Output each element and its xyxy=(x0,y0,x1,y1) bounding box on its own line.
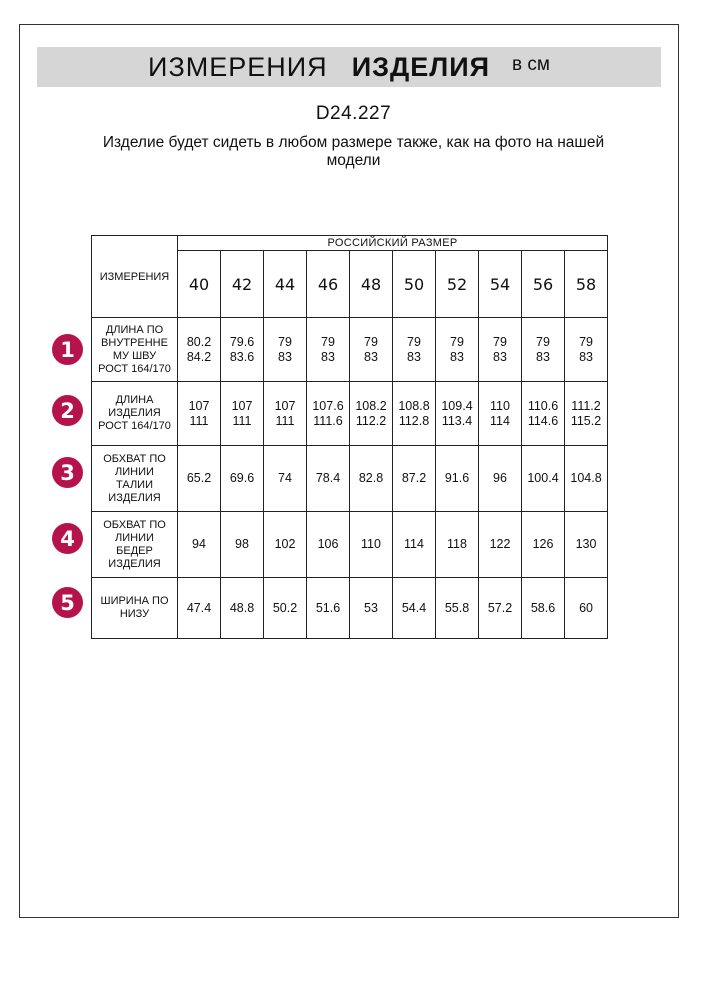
value-cell-52 xyxy=(436,318,479,382)
value-cell-58 xyxy=(565,512,608,578)
row-number-badge: 5 xyxy=(52,587,83,618)
value-line: 112.8 xyxy=(398,413,430,428)
value-line: 79 xyxy=(407,334,421,349)
table-row xyxy=(92,578,608,639)
value-line: 83 xyxy=(450,349,464,364)
value-line: 79 xyxy=(278,334,292,349)
row-label-line: НИЗУ xyxy=(119,608,150,620)
value-cell-40 xyxy=(178,318,221,382)
row-label xyxy=(92,446,178,512)
value-line: 83 xyxy=(536,349,550,364)
value-line: 80.2 xyxy=(186,334,212,349)
title-unit: в см xyxy=(512,54,550,75)
value-line: 94 xyxy=(192,537,206,551)
value-cell-40 xyxy=(178,446,221,512)
value-line: 48.8 xyxy=(229,600,255,615)
value-cell-50 xyxy=(393,578,436,639)
value-line: 82.8 xyxy=(358,471,384,485)
value-line: 118 xyxy=(447,537,467,551)
value-cell-42 xyxy=(221,446,264,512)
value-cell-44 xyxy=(264,446,307,512)
value-line: 79 xyxy=(493,334,507,349)
title-main: ИЗМЕРЕНИЯ xyxy=(148,51,328,82)
value-cell-56 xyxy=(522,446,565,512)
value-line: 111 xyxy=(232,413,252,428)
value-cell-58 xyxy=(565,318,608,382)
row-label-line: ДЛИНА ПО xyxy=(105,323,164,336)
size-header-54: 54 xyxy=(479,251,522,318)
value-cell-46 xyxy=(307,578,350,639)
row-label xyxy=(92,578,178,639)
value-line: 111.2 xyxy=(571,398,601,413)
value-cell-50 xyxy=(393,318,436,382)
row-label-line: ИЗДЕЛИЯ xyxy=(108,491,161,504)
value-line: 107 xyxy=(188,398,210,413)
row-label-line: ШИРИНА ПО xyxy=(100,595,169,607)
measurements-header: ИЗМЕРЕНИЯ xyxy=(92,236,178,318)
row-label xyxy=(92,382,178,446)
value-line: 74 xyxy=(278,471,292,485)
value-cell-48 xyxy=(350,382,393,446)
value-cell-58 xyxy=(565,382,608,446)
value-cell-50 xyxy=(393,512,436,578)
value-line: 79 xyxy=(579,334,593,349)
value-line: 79 xyxy=(536,334,550,349)
size-table xyxy=(91,235,608,639)
value-line: 83 xyxy=(364,349,378,364)
table-row xyxy=(92,318,608,382)
value-cell-54 xyxy=(479,512,522,578)
row-label xyxy=(92,318,178,382)
value-cell-44 xyxy=(264,318,307,382)
value-cell-52 xyxy=(436,446,479,512)
value-line: 114 xyxy=(490,413,510,428)
row-label-line: ДЛИНА xyxy=(115,394,154,406)
product-code: D24.227 xyxy=(315,103,392,124)
value-cell-48 xyxy=(350,578,393,639)
value-line: 87.2 xyxy=(401,471,427,485)
value-cell-56 xyxy=(522,512,565,578)
value-cell-46 xyxy=(307,512,350,578)
value-line: 47.4 xyxy=(186,600,212,615)
value-line: 130 xyxy=(575,537,597,551)
table-row xyxy=(92,512,608,578)
value-line: 83 xyxy=(579,349,593,364)
value-cell-48 xyxy=(350,318,393,382)
value-cell-46 xyxy=(307,446,350,512)
value-cell-42 xyxy=(221,382,264,446)
value-line: 109.4 xyxy=(441,398,473,413)
value-cell-44 xyxy=(264,578,307,639)
value-cell-54 xyxy=(479,578,522,639)
value-line: 91.6 xyxy=(444,471,470,485)
value-line: 110 xyxy=(490,398,510,413)
value-line: 126 xyxy=(532,537,554,551)
value-line: 108.2 xyxy=(355,398,387,413)
value-line: 96 xyxy=(493,471,507,485)
value-line: 110.6 xyxy=(527,398,559,413)
value-cell-52 xyxy=(436,382,479,446)
value-cell-40 xyxy=(178,382,221,446)
size-group-header: РОССИЙСКИЙ РАЗМЕР xyxy=(178,236,608,251)
value-cell-50 xyxy=(393,382,436,446)
value-cell-40 xyxy=(178,578,221,639)
value-line: 115.2 xyxy=(570,413,602,428)
row-label-line: ОБХВАТ ПО xyxy=(103,452,166,465)
value-line: 69.6 xyxy=(229,471,255,485)
fit-note: Изделие будет сидеть в любом размере также, как на фото на нашей модели xyxy=(102,134,605,169)
size-header-58: 58 xyxy=(565,251,608,318)
value-line: 83 xyxy=(321,349,335,364)
value-cell-56 xyxy=(522,382,565,446)
row-label-line: БЕДЕР xyxy=(116,544,153,557)
value-cell-42 xyxy=(221,318,264,382)
title-bar xyxy=(37,47,661,87)
value-line: 111 xyxy=(275,413,295,428)
value-cell-54 xyxy=(479,318,522,382)
size-header-46: 46 xyxy=(307,251,350,318)
value-line: 107 xyxy=(231,398,253,413)
value-cell-44 xyxy=(264,382,307,446)
value-cell-48 xyxy=(350,512,393,578)
value-line: 58.6 xyxy=(530,600,556,615)
table-row xyxy=(92,382,608,446)
value-cell-50 xyxy=(393,446,436,512)
value-line: 84.2 xyxy=(186,349,212,364)
value-line: 53 xyxy=(364,600,378,615)
value-line: 60 xyxy=(579,600,593,615)
size-header-50: 50 xyxy=(393,251,436,318)
value-line: 65.2 xyxy=(186,471,212,485)
value-line: 106 xyxy=(317,537,339,551)
size-header-40: 40 xyxy=(178,251,221,318)
value-line: 104.8 xyxy=(570,471,602,485)
value-cell-42 xyxy=(221,578,264,639)
row-label-line: ОБХВАТ ПО xyxy=(103,518,166,531)
value-line: 111 xyxy=(189,413,209,428)
value-cell-54 xyxy=(479,446,522,512)
value-line: 108.8 xyxy=(398,398,430,413)
row-number-badge: 2 xyxy=(52,395,83,426)
row-number-badge: 3 xyxy=(52,457,83,488)
value-cell-48 xyxy=(350,446,393,512)
row-label-line: ИЗДЕЛИЯ xyxy=(108,407,161,419)
value-cell-40 xyxy=(178,512,221,578)
value-cell-42 xyxy=(221,512,264,578)
value-line: 54.4 xyxy=(401,600,427,615)
value-cell-56 xyxy=(522,318,565,382)
value-cell-58 xyxy=(565,578,608,639)
value-line: 57.2 xyxy=(487,600,513,615)
value-line: 83 xyxy=(493,349,507,364)
value-line: 83 xyxy=(278,349,292,364)
size-header-52: 52 xyxy=(436,251,479,318)
row-label xyxy=(92,512,178,578)
title-bold: ИЗДЕЛИЯ xyxy=(351,51,491,82)
value-line: 55.8 xyxy=(444,600,470,615)
size-header-48: 48 xyxy=(350,251,393,318)
row-label-line: ТАЛИИ xyxy=(116,478,153,491)
value-line: 112.2 xyxy=(355,413,387,428)
value-line: 122 xyxy=(489,537,511,551)
value-cell-58 xyxy=(565,446,608,512)
value-line: 110 xyxy=(361,537,381,551)
value-line: 78.4 xyxy=(315,471,341,485)
row-label-line: РОСТ 164/170 xyxy=(98,362,171,375)
row-label-line: ЛИНИИ xyxy=(115,531,154,544)
value-line: 98 xyxy=(235,537,249,551)
size-header-42: 42 xyxy=(221,251,264,318)
value-line: 107.6 xyxy=(312,398,344,413)
row-label-line: МУ ШВУ xyxy=(112,349,157,362)
row-label-line: ЛИНИИ xyxy=(115,465,154,478)
value-line: 79 xyxy=(450,334,464,349)
row-label-line: ИЗДЕЛИЯ xyxy=(108,557,161,570)
value-cell-54 xyxy=(479,382,522,446)
size-header-56: 56 xyxy=(522,251,565,318)
value-line: 50.2 xyxy=(272,600,298,615)
value-line: 79 xyxy=(321,334,335,349)
value-cell-46 xyxy=(307,382,350,446)
table-row xyxy=(92,446,608,512)
value-line: 113.4 xyxy=(441,413,473,428)
value-cell-52 xyxy=(436,578,479,639)
value-line: 83 xyxy=(407,349,421,364)
value-line: 107 xyxy=(274,398,296,413)
value-line: 83.6 xyxy=(229,349,255,364)
row-number-badge: 1 xyxy=(52,334,83,365)
row-label-line: РОСТ 164/170 xyxy=(98,420,171,432)
size-header-44: 44 xyxy=(264,251,307,318)
value-line: 79.6 xyxy=(229,334,255,349)
value-cell-56 xyxy=(522,578,565,639)
row-label-line: ВНУТРЕННЕ xyxy=(101,336,168,349)
value-cell-46 xyxy=(307,318,350,382)
value-line: 114 xyxy=(404,537,424,551)
value-line: 79 xyxy=(364,334,378,349)
value-line: 111.6 xyxy=(313,413,343,428)
value-cell-52 xyxy=(436,512,479,578)
value-line: 114.6 xyxy=(527,413,559,428)
value-cell-44 xyxy=(264,512,307,578)
value-line: 102 xyxy=(274,537,296,551)
value-line: 51.6 xyxy=(315,600,341,615)
row-number-badge: 4 xyxy=(52,523,83,554)
value-line: 100.4 xyxy=(527,471,559,485)
